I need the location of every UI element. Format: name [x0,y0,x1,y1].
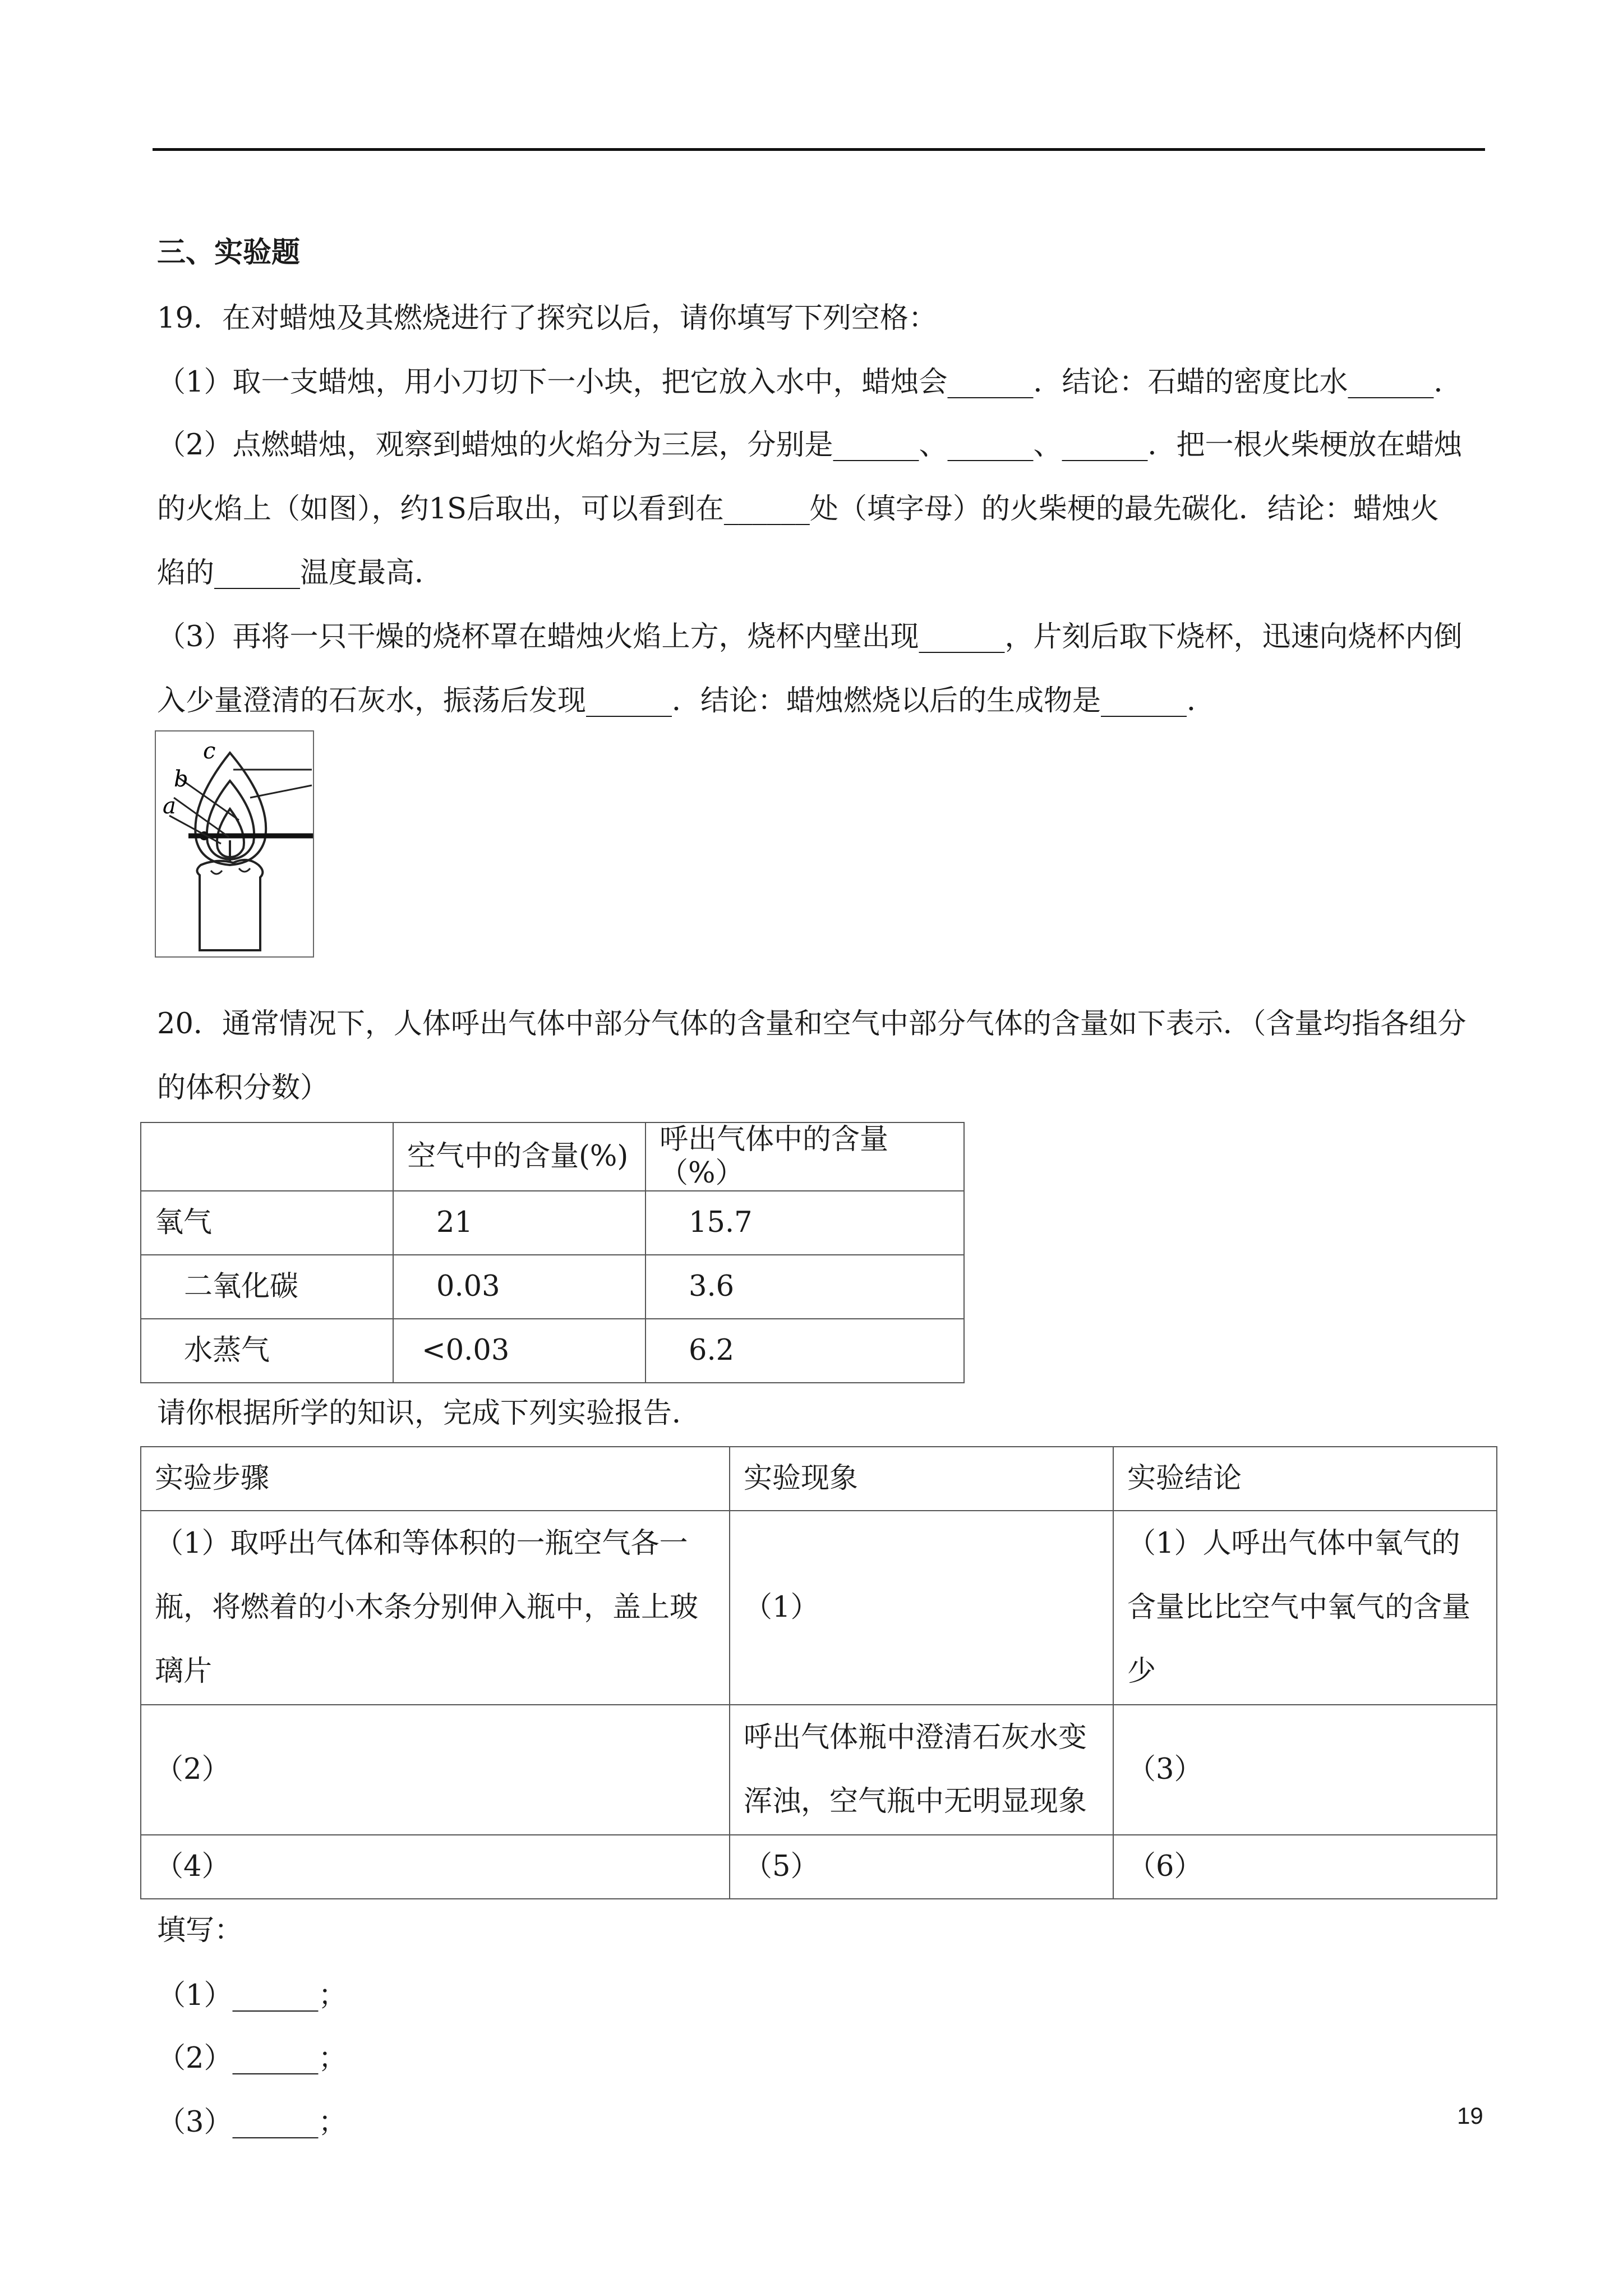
experiment-report-table [140,1446,1497,1899]
table-cell: （1）人呼出气体中氧气的含量比比空气中氧气的含量少 [1113,1511,1497,1705]
table-cell: 21 [393,1191,645,1255]
fill-answer-2: （2）______； [157,2042,347,2075]
q19-part2-line2: 的火焰上（如图），约1S后取出，可以看到在______处（填字母）的火柴梗的最先碳化．结论：蜡烛火 [157,493,1439,526]
q19-part3-line1: （3）再将一只干燥的烧杯罩在蜡烛火焰上方，烧杯内壁出现______，片刻后取下烧杯，迅速向烧杯内倒 [157,620,1463,654]
table-cell: 15.7 [645,1191,964,1255]
table-cell: （4） [141,1835,730,1899]
table-header-cell [141,1122,393,1191]
fill-label: 填写： [157,1914,243,1947]
q19-stem: 19．在对蜡烛及其燃烧进行了探究以后，请你填写下列空格： [157,302,937,335]
table-cell: 6.2 [645,1319,964,1383]
table-cell: （6） [1113,1835,1497,1899]
table-row [141,1835,1497,1899]
q19-part2-line3: 焰的______温度最高． [157,556,444,590]
q19-part1: （1）取一支蜡烛，用小刀切下一小块，把它放入水中，蜡烛会______．结论：石蜡的密度比水______． [157,366,1463,399]
q19-part2-line1: （2）点燃蜡烛，观察到蜡烛的火焰分为三层，分别是______、______、______．把一根火柴梗放在蜡烛 [157,429,1463,462]
section-title: 三、实验题 [157,236,301,269]
table-row [141,1705,1497,1835]
table-cell: 0.03 [393,1255,645,1319]
table-cell: （5） [730,1835,1113,1899]
q20-instruction: 请你根据所学的知识，完成下列实验报告． [157,1397,701,1430]
q20-stem-line2: 的体积分数） [157,1071,329,1105]
table-cell: 水蒸气 [141,1319,393,1383]
table-cell: （2） [141,1705,730,1835]
table-row [141,1191,964,1255]
table-header-row [141,1447,1497,1511]
table-cell: <0.03 [393,1319,645,1383]
table-header-cell: 实验现象 [730,1447,1113,1511]
table-cell: 呼出气体瓶中澄清石灰水变浑浊，空气瓶中无明显现象 [730,1705,1113,1835]
table-header-cell: 实验结论 [1113,1447,1497,1511]
table-header-cell: 实验步骤 [141,1447,730,1511]
table-row [141,1255,964,1319]
label-a: a [163,793,176,819]
candle-flame-figure [155,730,314,958]
table-header-cell: 呼出气体中的含量（%） [645,1122,964,1191]
table-row [141,1511,1497,1705]
q19-part3-line2: 入少量澄清的石灰水，振荡后发现______．结论：蜡烛燃烧以后的生成物是______． [157,684,1216,717]
table-cell: （1）取呼出气体和等体积的一瓶空气各一瓶，将燃着的小木条分别伸入瓶中，盖上玻璃片 [141,1511,730,1705]
table-cell: 3.6 [645,1255,964,1319]
table-header-cell: 空气中的含量(%) [393,1122,645,1191]
gas-content-table [140,1122,965,1383]
label-c: c [203,738,216,764]
table-row [141,1319,964,1383]
table-header-row [141,1122,964,1191]
table-cell: （3） [1113,1705,1497,1835]
header-rule [153,148,1485,151]
fill-answer-3: （3）______； [157,2106,347,2139]
table-cell: （1） [730,1511,1113,1705]
table-cell: 二氧化碳 [141,1255,393,1319]
page-number: 19 [1457,2102,1483,2129]
q20-stem-line1: 20．通常情况下，人体呼出气体中部分气体的含量和空气中部分气体的含量如下表示．（含量均指各组分 [157,1007,1467,1041]
table-cell: 氧气 [141,1191,393,1255]
label-b: b [174,766,188,792]
fill-answer-1: （1）______； [157,1979,347,2012]
